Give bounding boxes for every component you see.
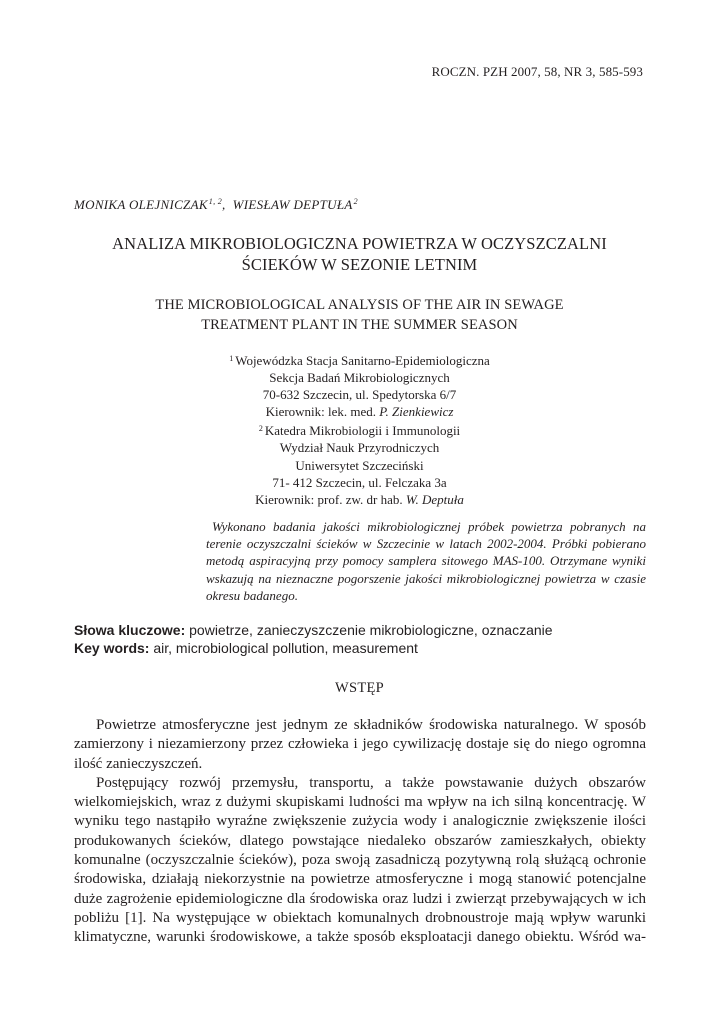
affiliation-1-dept: Sekcja Badań Mikrobiologicznych [269, 370, 450, 386]
journal-reference: ROCZN. PZH 2007, 58, NR 3, 585-593 [431, 64, 643, 79]
keywords-label: Słowa kluczowe: [74, 622, 186, 638]
paragraph: Postępujący rozwój przemysłu, transportu, a także powstawanie dużych obszarów wielkomiejskich, wraz z dużymi skupiskami ludności ma wpływ na ich silną koncentrację. W wyniku tego nastąpiło wyraźne zwiększenie zużycia wody i analogicznie zwiększenie ilości produkowanych ścieków, dlatego powstające niedaleko obszarów zamieszkałych, obiekty komunalne (oczyszczalnie ścieków), poza swoją zasadniczą pozytywną rolą służącą ochronie środowiska, działają niekorzystnie na powietrze atmosferyczne i mogą stanowić potencjalne duże zagrożenie epidemiologiczne dla środowiska oraz ludzi i zwierząt przebywających w ich pobliżu [1]. Na występujące w obiektach komunalnych drobnoustroje mają wpływ warunki klimatyczne, warunki środowiskowe, a także sposób eksploatacji danego obiektu. Wśród wa- [74, 774, 646, 946]
affiliation-2-name: $^2$ Katedra Mikrobiologii i Immunologii [258, 423, 461, 439]
section-heading: WSTĘP [334, 680, 385, 696]
keywords-block [74, 621, 646, 657]
keywords-text: powietrze, zanieczyszczenie mikrobiologiczne, oznaczanie [189, 622, 553, 638]
affiliation-2-faculty: Wydział Nauk Przyrodniczych [279, 440, 440, 456]
abstract: Wykonano badania jakości mikrobiologicznej próbek powietrza pobranych na terenie oczyszczalni ścieków w Szczecinie w latach 2002-2004. Próbki pobierano metodą aspiracyjną przy pomocy samplera sitowego MAS-100. Otrzymane wyniki wskazują na nieznaczne pogorszenie jakości mikrobiologicznej powietrza w czasie okresu badanego. [206, 519, 646, 603]
affiliations-block [209, 350, 510, 508]
keywords-label: Key words: [74, 640, 150, 656]
affiliation-mark: 1 [229, 354, 234, 363]
author-affiliation-mark: 2 [353, 197, 358, 206]
keywords-text: air, microbiological pollution, measurement [153, 640, 418, 656]
body-text [74, 716, 646, 948]
affiliation-1-address: 70-632 Szczecin, ul. Spedytorska 6/7 [262, 387, 457, 403]
title-line: ŚCIEKÓW W SEZONIE LETNIM [241, 255, 478, 274]
affiliation-2-university: Uniwersytet Szczeciński [295, 457, 424, 473]
head-name: W. Deptuła [405, 491, 464, 507]
author-name: MONIKA OLEJNICZAK [74, 197, 208, 212]
affiliation-1-head: Kierownik: lek. med. P. Zienkiewicz [265, 404, 454, 420]
keywords-english [74, 639, 646, 657]
affiliation-mark: 2 [258, 424, 263, 434]
paper-title-english [76, 295, 643, 335]
title-line: ANALIZA MIKROBIOLOGICZNA POWIETRZA W OCZYSZCZALNI [112, 234, 607, 253]
author-name: WIESŁAW DEPTUŁA [232, 197, 353, 212]
affiliation-2-head: Kierownik: prof. zw. dr hab. W. Deptuła [255, 491, 464, 507]
affiliation-1-name: $^1$ Wojewódzka Stacja Sanitarno-Epidemiologiczna [229, 353, 490, 368]
paper-title-polish [76, 233, 643, 275]
author-affiliation-mark: 1, 2 [208, 197, 222, 206]
author-line [74, 197, 358, 213]
title-line: TREATMENT PLANT IN THE SUMMER SEASON [201, 317, 518, 333]
paragraph: Powietrze atmosferyczne jest jednym ze składników środowiska naturalnego. W sposób zamierzony i niezamierzony przez człowieka i jego cywilizację dostaje się do niego ogromna ilość zanieczyszczeń. [74, 717, 646, 772]
keywords-polish [74, 621, 646, 639]
author-separator: , [222, 197, 226, 212]
affiliation-2-address: 71- 412 Szczecin, ul. Felczaka 3a [272, 474, 447, 490]
title-line: THE MICROBIOLOGICAL ANALYSIS OF THE AIR IN SEWAGE [155, 297, 564, 313]
head-name: P. Zienkiewicz [379, 404, 454, 420]
